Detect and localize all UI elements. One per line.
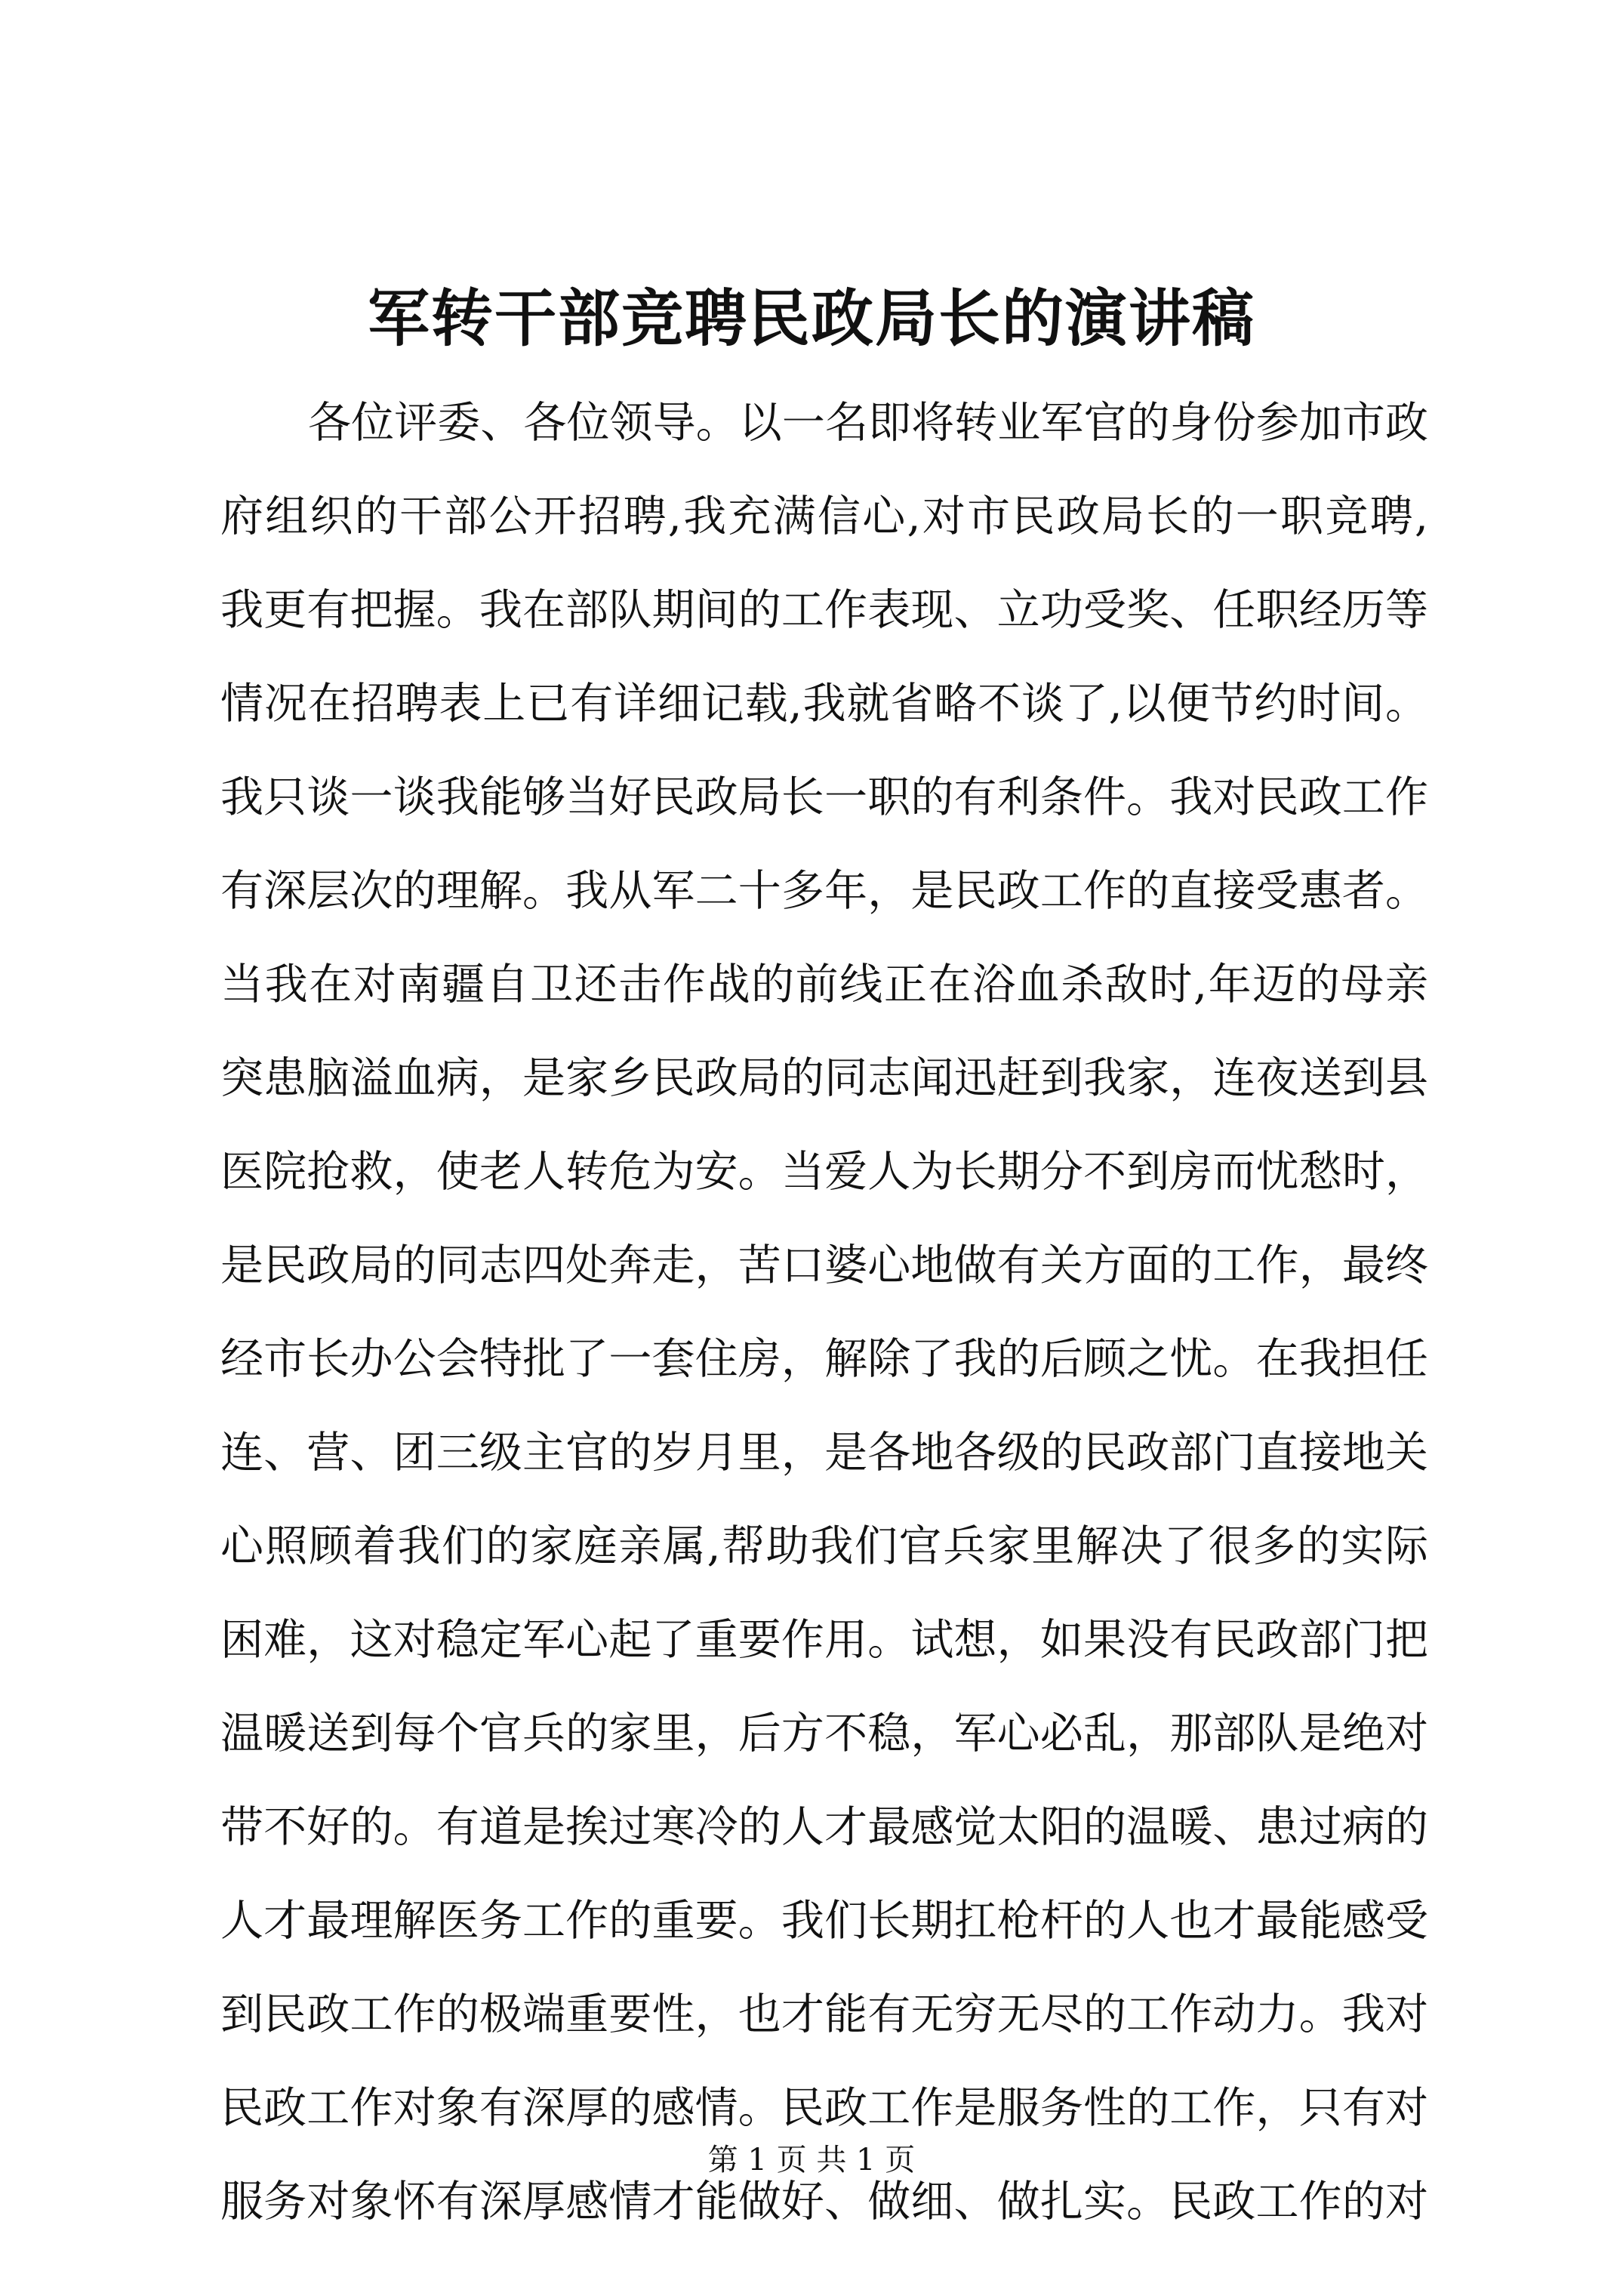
body-line: 医院抢救，使老人转危为安。当爱人为长期分不到房而忧愁时， bbox=[220, 1147, 1428, 1197]
body-line: 有深层次的理解。我从军二十多年，是民政工作的直接受惠者。 bbox=[220, 866, 1428, 916]
body-line: 人才最理解医务工作的重要。我们长期扛枪杆的人也才最能感受 bbox=[220, 1896, 1428, 1946]
body-line: 当我在对南疆自卫还击作战的前线正在浴血杀敌时,年迈的母亲 bbox=[220, 960, 1428, 1009]
page-footer: 第 1 页 共 1 页 bbox=[707, 2143, 916, 2177]
body-line: 连、营、团三级主官的岁月里，是各地各级的民政部门直接地关 bbox=[220, 1428, 1428, 1478]
body-line: 府组织的干部公开招聘,我充满信心,对市民政局长的一职竞聘, bbox=[220, 492, 1428, 541]
body-line: 服务对象怀有深厚感情才能做好、做细、做扎实。民政工作的对 bbox=[220, 2177, 1428, 2227]
body-line: 心照顾着我们的家庭亲属,帮助我们官兵家里解决了很多的实际 bbox=[220, 1521, 1428, 1571]
body-line: 我只谈一谈我能够当好民政局长一职的有利条件。我对民政工作 bbox=[220, 772, 1428, 822]
body-line: 突患脑溢血病，是家乡民政局的同志闻迅赶到我家，连夜送到县 bbox=[220, 1053, 1428, 1103]
body-line: 各位评委、各位领导。以一名即将转业军官的身份参加市政 bbox=[308, 398, 1428, 448]
document-body bbox=[220, 376, 1428, 2248]
body-line: 温暖送到每个官兵的家里，后方不稳，军心必乱，那部队是绝对 bbox=[220, 1709, 1428, 1758]
body-line: 民政工作对象有深厚的感情。民政工作是服务性的工作，只有对 bbox=[220, 2083, 1428, 2133]
body-line: 我更有把握。我在部队期间的工作表现、立功受奖、任职经历等 bbox=[220, 585, 1428, 635]
body-line: 经市长办公会特批了一套住房，解除了我的后顾之忧。在我担任 bbox=[220, 1334, 1428, 1384]
body-line: 到民政工作的极端重要性，也才能有无穷无尽的工作动力。我对 bbox=[220, 1989, 1428, 2039]
document-title: 军转干部竞聘民政局长的演讲稿 bbox=[367, 282, 1255, 355]
body-line: 是民政局的同志四处奔走，苦口婆心地做有关方面的工作，最终 bbox=[220, 1240, 1428, 1290]
body-line: 带不好的。有道是挨过寒冷的人才最感觉太阳的温暖、患过病的 bbox=[220, 1802, 1428, 1852]
body-line: 困难，这对稳定军心起了重要作用。试想，如果没有民政部门把 bbox=[220, 1615, 1428, 1665]
body-line: 情况在招聘表上已有详细记载,我就省略不谈了,以便节约时间。 bbox=[220, 679, 1428, 729]
